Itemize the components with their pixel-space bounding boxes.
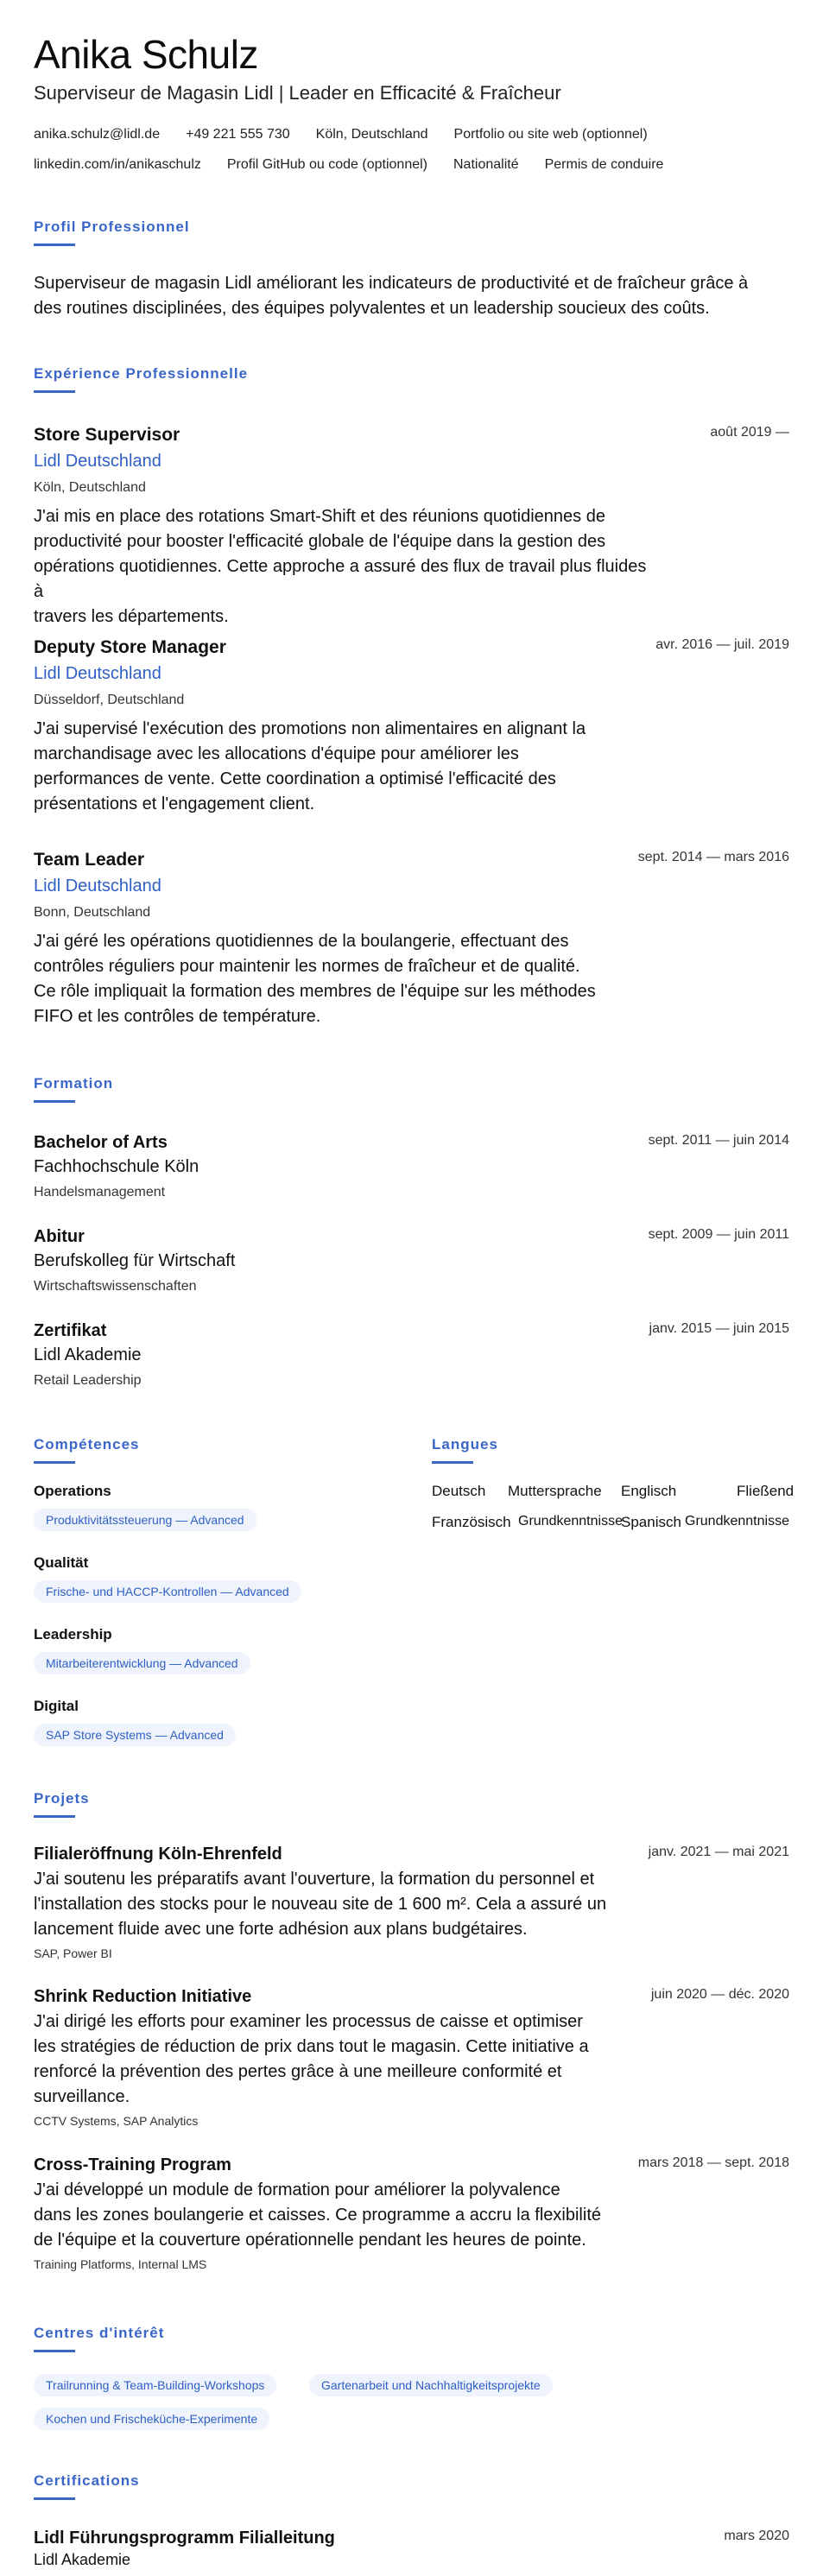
- job-company: Lidl Deutschland: [34, 877, 161, 896]
- skill-pill: Mitarbeiterentwicklung — Advanced: [34, 1652, 250, 1674]
- skill-category: Qualität: [34, 1554, 89, 1571]
- phone-link[interactable]: +49 221 555 730: [186, 127, 290, 142]
- language-level: Fließend: [737, 1483, 795, 1499]
- certification-date: mars 2020: [724, 2529, 789, 2543]
- project-name: Filialeröffnung Köln-Ehrenfeld: [34, 1845, 282, 1864]
- education-date: janv. 2015 — juin 2015: [649, 1321, 789, 1336]
- project-name: Shrink Reduction Initiative: [34, 1987, 252, 2006]
- education-field: Handelsmanagement: [34, 1185, 166, 1199]
- interests-section-title: Centres d'intérêt: [34, 2325, 165, 2341]
- project-description: J'ai dirigé les efforts pour examiner les processus de caisse et optimiser les stratégies de réduction de prix dans tout le magasin. Cette initiative a renforcé la prévention des pertes grâce à une meilleure conformité et surveillance.: [34, 2012, 589, 2106]
- job-title: Deputy Store Manager: [34, 637, 226, 657]
- certification-name: Lidl Führungsprogramm Filialleitung: [34, 2529, 335, 2548]
- job-company: Lidl Deutschland: [34, 452, 161, 471]
- job-company: Lidl Deutschland: [34, 664, 161, 683]
- project-date: mars 2018 — sept. 2018: [637, 2155, 789, 2170]
- language-name: Spanisch: [621, 1514, 681, 1530]
- section-rule: [34, 1815, 75, 1818]
- section-rule: [34, 1461, 75, 1464]
- certifications-section-title: Certifications: [34, 2472, 140, 2489]
- email-link[interactable]: anika.schulz@lidl.de: [34, 127, 161, 142]
- education-date: sept. 2009 — juin 2011: [648, 1227, 789, 1242]
- skill-pill: Produktivitätssteuerung — Advanced: [34, 1509, 256, 1531]
- profile-summary: Superviseur de magasin Lidl améliorant les indicateurs de productivité et de fraîcheur grâce à des routines disciplinées, des équipes polyvalentes et un leadership soucieux des coûts.: [34, 274, 749, 318]
- project-date: juin 2020 — déc. 2020: [650, 1987, 789, 2002]
- job-description: J'ai mis en place des rotations Smart-Shift et des réunions quotidiennes de productivité pour booster l'efficacité globale de l'équipe dans la gestion des opérations quotidiennes. Cette approche a assuré des flux de travail plus fluides à travers les départements.: [34, 507, 647, 626]
- job-date: août 2019 —: [710, 425, 789, 440]
- education-school: Berufskolleg für Wirtschaft: [34, 1251, 236, 1270]
- headline: Superviseur de Magasin Lidl | Leader en Efficacité & Fraîcheur: [34, 82, 561, 104]
- interest-pill: Gartenarbeit und Nachhaltigkeitsprojekte: [309, 2374, 553, 2396]
- section-rule: [34, 244, 75, 246]
- project-tech: Training Platforms, Internal LMS: [34, 2257, 207, 2271]
- nationality-text: Nationalité: [453, 157, 519, 172]
- skills-section-title: Compétences: [34, 1436, 140, 1453]
- languages-section-title: Langues: [432, 1436, 498, 1453]
- skill-category: Operations: [34, 1483, 111, 1499]
- education-date: sept. 2011 — juin 2014: [648, 1133, 789, 1148]
- education-school: Lidl Akademie: [34, 1345, 142, 1364]
- linkedin-link[interactable]: linkedin.com/in/anikaschulz: [34, 157, 201, 172]
- skill-category: Digital: [34, 1698, 79, 1714]
- project-tech: SAP, Power BI: [34, 1946, 112, 1960]
- job-location: Bonn, Deutschland: [34, 905, 151, 920]
- education-degree: Zertifikat: [34, 1321, 107, 1340]
- language-name: Französisch: [432, 1514, 511, 1530]
- language-level: Muttersprache: [508, 1483, 602, 1499]
- skill-category: Leadership: [34, 1626, 112, 1642]
- portfolio-link[interactable]: Portfolio ou site web (optionnel): [453, 127, 648, 142]
- profile-section-title: Profil Professionnel: [34, 218, 190, 235]
- job-location: Düsseldorf, Deutschland: [34, 693, 185, 707]
- language-name: Englisch: [621, 1483, 677, 1499]
- interest-pill: Kochen und Frischeküche-Experimente: [34, 2408, 269, 2430]
- contact-row-2: [34, 157, 663, 173]
- job-description: J'ai géré les opérations quotidiennes de la boulangerie, effectuant des contrôles réguliers pour maintenir les normes de fraîcheur et de qualité. Ce rôle impliquait la formation des membres de l'équipe sur les méthodes FIFO et les contrôles de température.: [34, 932, 596, 1026]
- job-title: Store Supervisor: [34, 425, 180, 445]
- contact-row-1: [34, 127, 648, 142]
- language-level: Grundkenntnisse: [685, 1514, 789, 1529]
- certification-issuer: Lidl Akademie: [34, 2551, 131, 2568]
- language-level: Grundkenntnisse: [518, 1514, 623, 1529]
- project-date: janv. 2021 — mai 2021: [648, 1845, 789, 1859]
- projects-section-title: Projets: [34, 1790, 90, 1807]
- location-text: Köln, Deutschland: [315, 127, 428, 142]
- skill-pill: Frische- und HACCP-Kontrollen — Advanced: [34, 1580, 301, 1603]
- experience-section-title: Expérience Professionnelle: [34, 365, 249, 382]
- section-rule: [34, 2350, 75, 2352]
- section-rule: [34, 1100, 75, 1103]
- candidate-name: Anika Schulz: [34, 32, 258, 77]
- job-location: Köln, Deutschland: [34, 480, 146, 495]
- project-tech: CCTV Systems, SAP Analytics: [34, 2114, 199, 2128]
- job-title: Team Leader: [34, 850, 144, 870]
- language-name: Deutsch: [432, 1483, 486, 1499]
- interest-pill: Trailrunning & Team-Building-Workshops: [34, 2374, 276, 2396]
- section-rule: [34, 390, 75, 393]
- github-link[interactable]: Profil GitHub ou code (optionnel): [226, 157, 427, 172]
- license-text: Permis de conduire: [544, 157, 664, 172]
- job-date: avr. 2016 — juil. 2019: [655, 637, 789, 652]
- job-description: J'ai supervisé l'exécution des promotions non alimentaires en alignant la marchandisage avec les allocations d'équipe pour améliorer les performances de vente. Cette coordination a optimisé l'efficacité des présentations et l'engagement client.: [34, 719, 586, 813]
- education-field: Wirtschaftswissenschaften: [34, 1279, 197, 1294]
- education-degree: Abitur: [34, 1227, 85, 1246]
- education-degree: Bachelor of Arts: [34, 1133, 168, 1152]
- job-date: sept. 2014 — mars 2016: [637, 850, 789, 864]
- section-rule: [34, 2497, 75, 2500]
- education-field: Retail Leadership: [34, 1373, 142, 1388]
- project-description: J'ai développé un module de formation pour améliorer la polyvalence dans les zones boulangerie et caisses. Ce programme a accru la flexibilité de l'équipe et la couverture opérationnelle pendant les heures de pointe.: [34, 2180, 602, 2250]
- education-section-title: Formation: [34, 1075, 114, 1092]
- skill-pill: SAP Store Systems — Advanced: [34, 1724, 236, 1746]
- education-school: Fachhochschule Köln: [34, 1157, 199, 1176]
- project-name: Cross-Training Program: [34, 2155, 231, 2174]
- section-rule: [432, 1461, 473, 1464]
- project-description: J'ai soutenu les préparatifs avant l'ouverture, la formation du personnel et l'installation des stocks pour le nouveau site de 1 600 m². Cela a assuré un lancement fluide avec une forte adhésion aux plans budgétaires.: [34, 1870, 607, 1939]
